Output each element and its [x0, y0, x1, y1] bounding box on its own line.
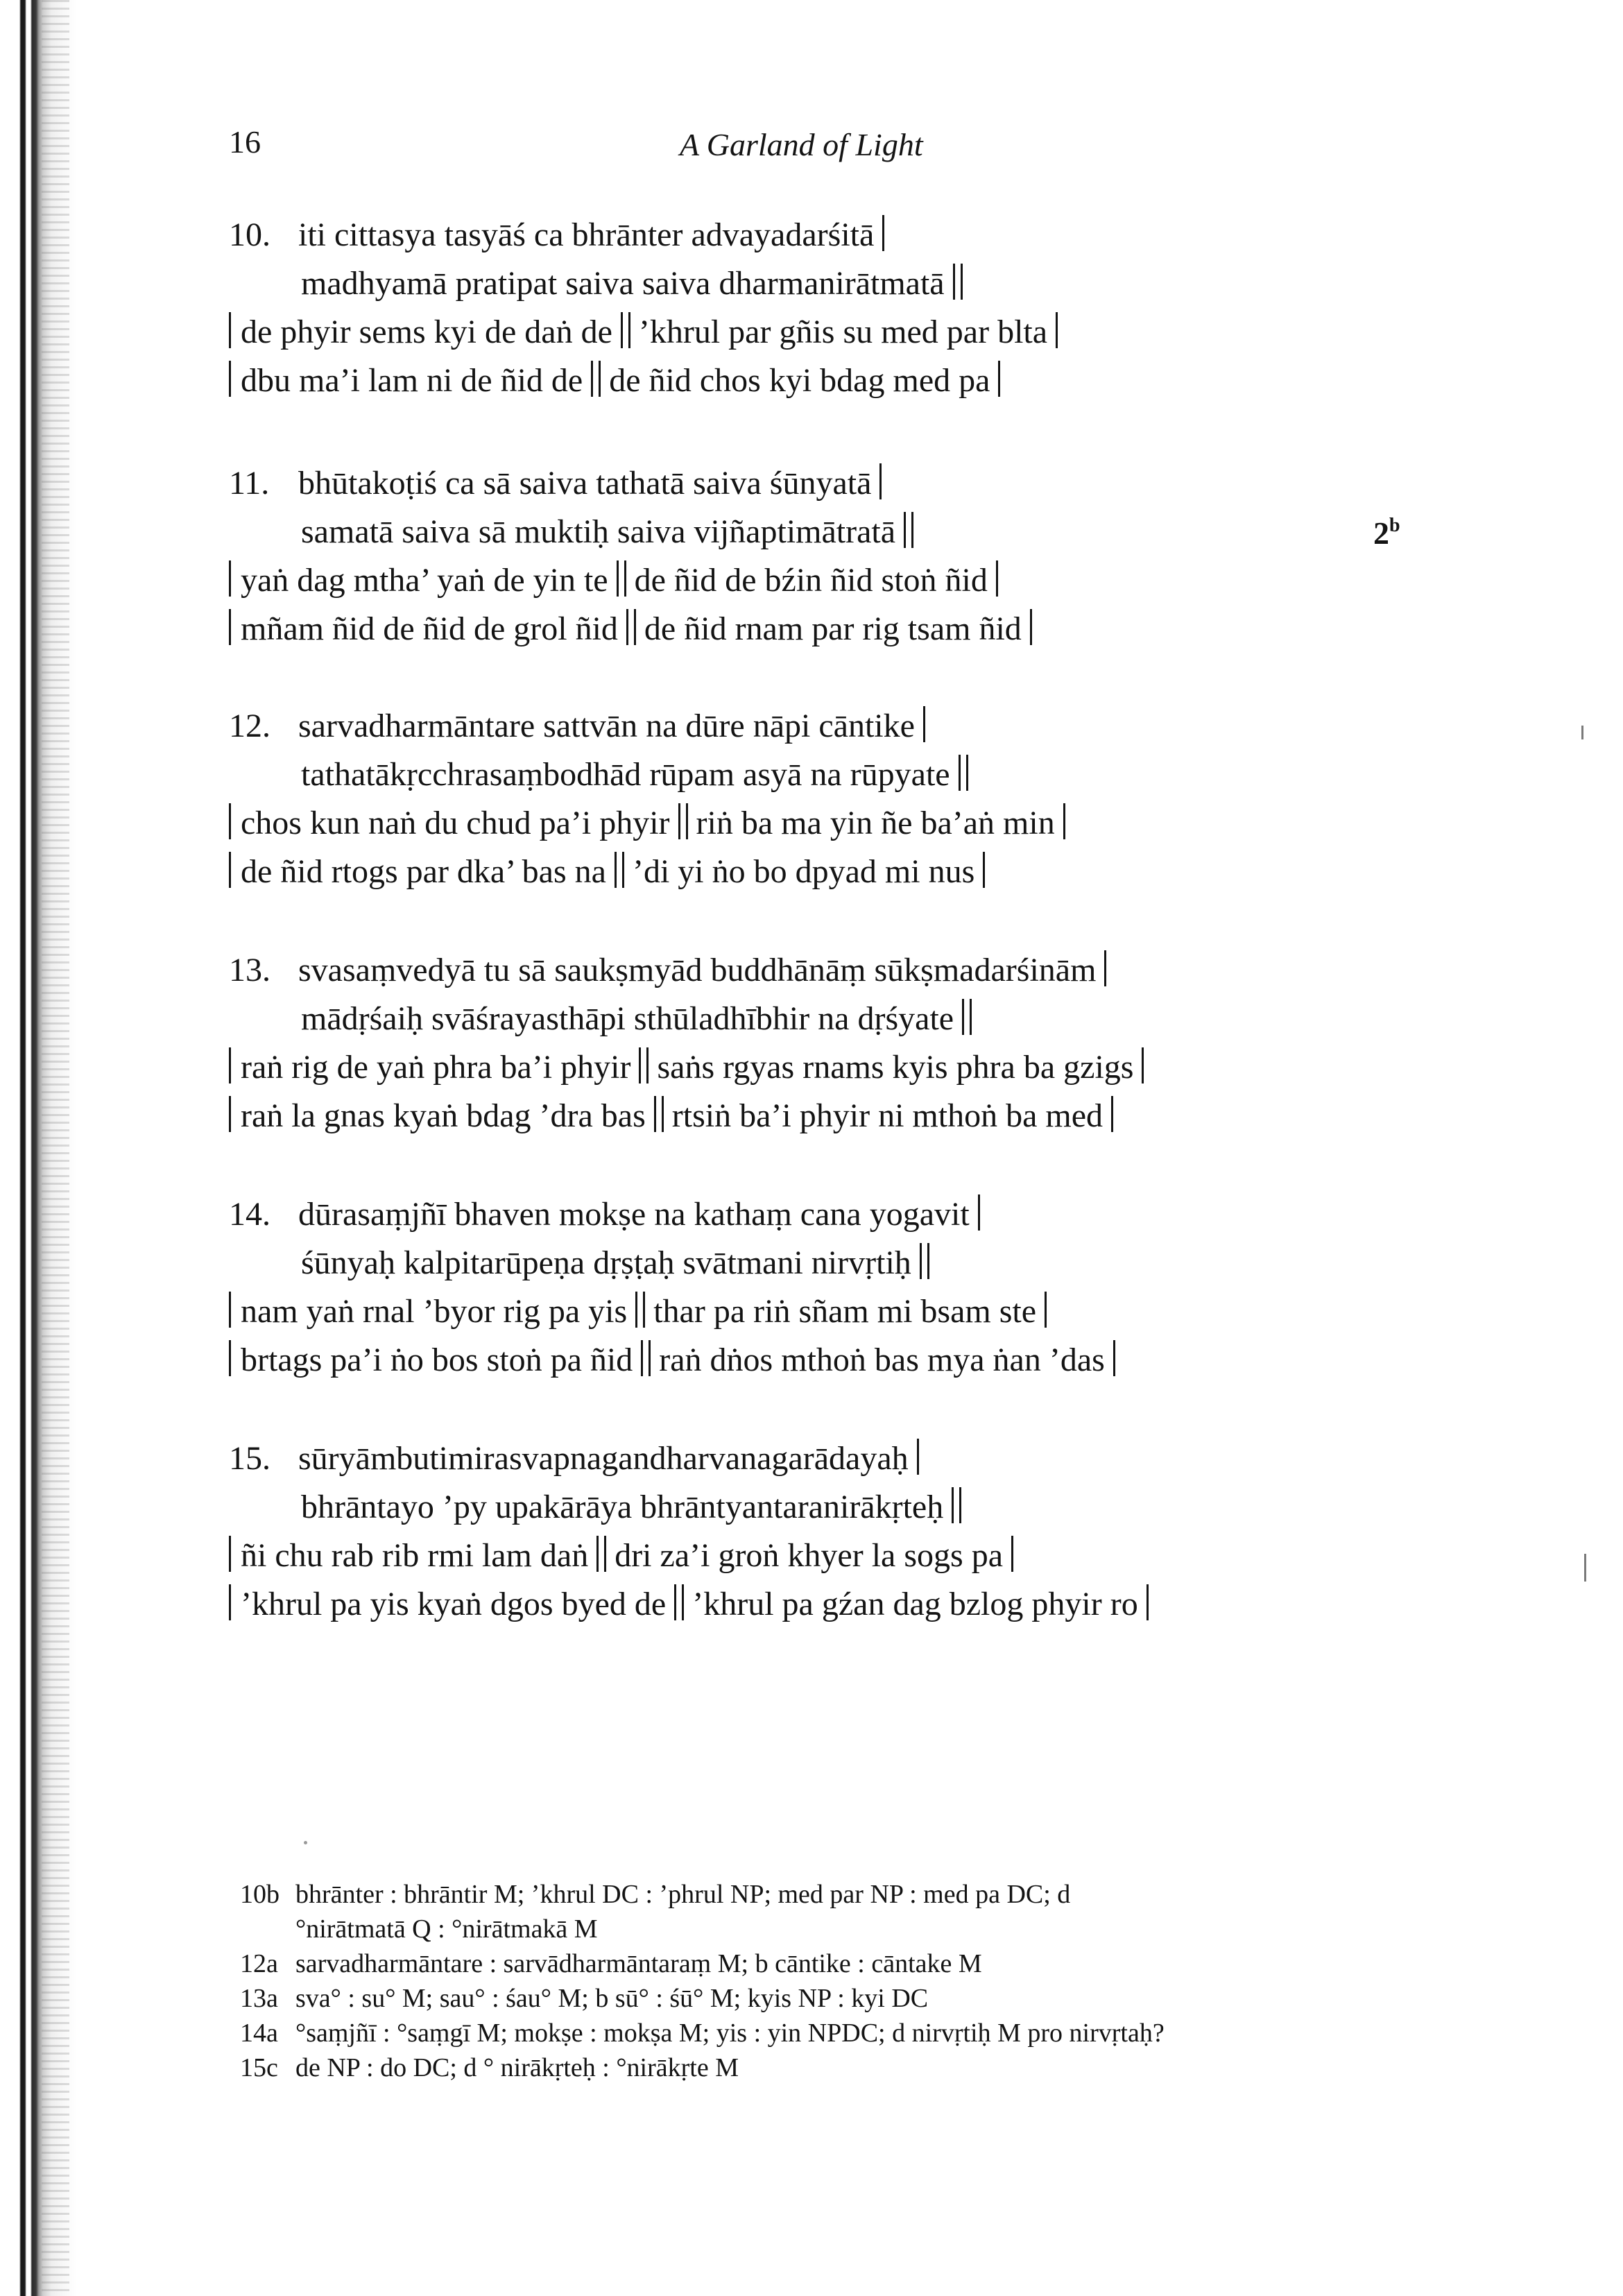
footnote-key: 15c — [240, 2053, 278, 2082]
scan-binding-edge — [0, 0, 97, 2296]
running-title: A Garland of Light — [680, 127, 923, 162]
verse-10 — [229, 211, 1450, 405]
sanskrit-line — [229, 259, 1450, 308]
double-shad — [678, 803, 688, 839]
sanskrit-text: iti cittasya tasyāś ca bhrānter advayadarśitā — [298, 216, 875, 253]
double-danda — [920, 1243, 929, 1279]
tibetan-line — [229, 308, 1450, 357]
scan-speck — [1584, 1554, 1586, 1582]
shad-mark — [996, 560, 998, 597]
footnote-text: °nirātmatā Q : °nirātmakā M — [295, 1914, 598, 1944]
tibetan-line — [229, 1336, 1450, 1385]
footnote-key: 10b — [240, 1880, 280, 1909]
tibetan-line — [229, 1043, 1450, 1092]
verse-number: 10. — [229, 216, 270, 253]
tibetan-text: de ñid chos kyi bdag med pa — [609, 362, 990, 399]
tibetan-text: ’di yi ṅo bo dpyad mi nus — [632, 853, 975, 890]
footnote-text: °saṃjñī : °saṃgī M; mokṣe : mokṣa M; yis : yin NPDC; d nirvṛtiḥ M pro nirvṛtaḥ? — [295, 2019, 1165, 2048]
sanskrit-text: tathatākṛcchrasaṃbodhād rūpam asyā na rūpyate — [301, 756, 950, 793]
sanskrit-line — [229, 508, 1450, 556]
shad-mark — [1045, 1292, 1047, 1328]
verse-15 — [229, 1434, 1450, 1629]
tibetan-line — [229, 605, 1450, 653]
verse-13 — [229, 946, 1450, 1140]
sanskrit-text: sarvadharmāntare sattvān na dūre nāpi cāntike — [298, 708, 915, 744]
tibetan-text: raṅ la gnas kyaṅ bdag ’dra bas — [241, 1097, 646, 1134]
shad-mark — [1142, 1047, 1144, 1083]
sanskrit-text: dūrasaṃjñī bhaven mokṣe na kathaṃ cana yogavit — [298, 1196, 970, 1233]
shad-mark — [229, 1340, 231, 1376]
sanskrit-line — [229, 702, 1450, 751]
tibetan-text: nam yaṅ rnal ’byor rig pa yis — [241, 1293, 628, 1330]
shad-mark — [229, 1584, 231, 1620]
shad-mark — [1056, 312, 1058, 348]
double-danda — [952, 1487, 961, 1523]
scan-speck — [1581, 726, 1583, 739]
verse-14 — [229, 1190, 1450, 1385]
footnote — [240, 2050, 1447, 2085]
double-shad — [617, 560, 626, 597]
footnote-key: 13a — [240, 1984, 278, 2013]
footnote-key: 14a — [240, 2019, 278, 2048]
tibetan-text: thar pa riṅ sñam mi bsam ste — [653, 1293, 1037, 1330]
footnote — [240, 1877, 1447, 1912]
sanskrit-line — [229, 211, 1450, 259]
verse-11 — [229, 459, 1450, 653]
tibetan-text: de ñid de bźin ñid stoṅ ñid — [634, 562, 988, 599]
folio-side: b — [1389, 515, 1400, 536]
shad-mark — [229, 609, 231, 645]
verse-number: 14. — [229, 1196, 270, 1233]
sanskrit-text: sūryāmbutimirasvapnagandharvanagarādayaḥ — [298, 1440, 909, 1477]
shad-mark — [229, 312, 231, 348]
page-number: 16 — [229, 124, 261, 160]
shad-mark — [1147, 1584, 1149, 1620]
shad-mark — [229, 1292, 231, 1328]
shad-mark — [229, 1536, 231, 1572]
footnote-text: sva° : su° M; sau° : śau° M; b sū° : śū° M; kyis NP : kyi DC — [295, 1984, 929, 2013]
sanskrit-text: mādṛśaiḥ svāśrayasthāpi sthūladhībhir na dṛśyate — [301, 1000, 954, 1037]
double-danda — [904, 512, 913, 548]
sanskrit-text: śūnyaḥ kalpitarūpeṇa dṛṣṭaḥ svātmani nirvṛtiḥ — [301, 1244, 911, 1281]
verse-number: 11. — [229, 465, 270, 502]
verse-number: 15. — [229, 1440, 270, 1477]
sanskrit-line — [229, 751, 1450, 799]
double-shad — [596, 1536, 606, 1572]
double-shad — [654, 1096, 664, 1132]
tibetan-text: yaṅ dag mtha’ yaṅ de yin te — [241, 562, 608, 599]
tibetan-text: dbu ma’i lam ni de ñid de — [241, 362, 583, 399]
double-shad — [674, 1584, 684, 1620]
footnote-text: de NP : do DC; d ° nirākṛteḥ : °nirākṛte M — [295, 2053, 739, 2082]
tibetan-line — [229, 1092, 1450, 1140]
footnote — [240, 1981, 1447, 2016]
sanskrit-line — [229, 946, 1450, 995]
tibetan-line — [229, 357, 1450, 405]
shad-mark — [1063, 803, 1065, 839]
double-shad — [626, 609, 636, 645]
footnote-text: sarvadharmāntare : sarvādharmāntaraṃ M; b cāntike : cāntake M — [295, 1949, 982, 1978]
tibetan-text: saṅs rgyas rnams kyis phra ba gzigs — [657, 1049, 1134, 1086]
sanskrit-line — [229, 995, 1450, 1043]
tibetan-text: brtags pa’i ṅo bos stoṅ pa ñid — [241, 1342, 633, 1378]
tibetan-text: mñam ñid de ñid de grol ñid — [241, 610, 618, 647]
sanskrit-text: svasaṃvedyā tu sā saukṣmyād buddhānāṃ sūkṣmadarśinām — [298, 952, 1097, 988]
double-shad — [639, 1047, 649, 1083]
sanskrit-text: samatā saiva sā muktiḥ saiva vijñaptimātratā — [301, 513, 896, 550]
shad-mark — [229, 803, 231, 839]
single-danda — [923, 706, 925, 742]
tibetan-line — [229, 556, 1450, 605]
sanskrit-text: madhyamā pratipat saiva saiva dharmanirātmatā — [301, 265, 945, 302]
tibetan-text: rtsiṅ ba’i phyir ni mthoṅ ba med — [671, 1097, 1104, 1134]
tibetan-text: ’khrul pa yis kyaṅ dgos byed de — [241, 1586, 667, 1622]
tibetan-text: ñi chu rab rib rmi lam daṅ — [241, 1537, 589, 1574]
tibetan-text: dri za’i groṅ khyer la sogs pa — [615, 1537, 1004, 1574]
tibetan-line — [229, 1580, 1450, 1629]
footnote — [240, 2016, 1447, 2050]
shad-mark — [1011, 1536, 1013, 1572]
tibetan-line — [229, 1532, 1450, 1580]
sanskrit-text: bhūtakoṭiś ca sā saiva tathatā saiva śūnyatā — [298, 465, 872, 502]
tibetan-line — [229, 1287, 1450, 1336]
tibetan-text: chos kun naṅ du chud pa’i phyir — [241, 805, 670, 841]
tibetan-text: ’khrul pa gźan dag bzlog phyir ro — [692, 1586, 1138, 1622]
shad-mark — [1111, 1096, 1113, 1132]
tibetan-text: riṅ ba ma yin ñe ba’aṅ min — [696, 805, 1055, 841]
tibetan-text: de phyir sems kyi de daṅ de — [241, 314, 612, 350]
verse-12 — [229, 702, 1450, 896]
single-danda — [1104, 950, 1106, 986]
sanskrit-line — [229, 1239, 1450, 1287]
double-danda — [959, 755, 968, 791]
shad-mark — [1113, 1340, 1115, 1376]
footnote-text: bhrānter : bhrāntir M; ’khrul DC : ’phrul NP; med par NP : med pa DC; d — [295, 1880, 1071, 1909]
sanskrit-text: bhrāntayo ’py upakārāya bhrāntyantaranirākṛteḥ — [301, 1489, 944, 1525]
tibetan-text: de ñid rtogs par dka’ bas na — [241, 853, 606, 890]
shad-mark — [998, 361, 1000, 397]
footnote-key: 12a — [240, 1949, 278, 1978]
single-danda — [879, 463, 882, 499]
sanskrit-line — [229, 1483, 1450, 1532]
tibetan-text: de ñid rnam par rig tsam ñid — [644, 610, 1022, 647]
double-shad — [615, 852, 624, 888]
sanskrit-line — [229, 1190, 1450, 1239]
footnote-continuation — [240, 1912, 1447, 1946]
tibetan-line — [229, 799, 1450, 848]
shad-mark — [983, 852, 985, 888]
double-shad — [591, 361, 601, 397]
shad-mark — [229, 852, 231, 888]
single-danda — [917, 1439, 919, 1475]
double-danda — [962, 999, 972, 1035]
tibetan-text: raṅ dṅos mthoṅ bas mya ṅan ’das — [659, 1342, 1105, 1378]
folio-number: 2 — [1373, 515, 1389, 551]
scan-speck — [304, 1841, 307, 1844]
verse-number: 13. — [229, 952, 270, 988]
shad-mark — [229, 560, 231, 597]
critical-apparatus — [240, 1877, 1447, 2085]
sanskrit-line — [229, 459, 1450, 508]
footnote — [240, 1946, 1447, 1981]
shad-mark — [229, 1047, 231, 1083]
double-danda — [953, 264, 963, 300]
tibetan-text: raṅ rig de yaṅ phra ba’i phyir — [241, 1049, 631, 1086]
shad-mark — [1030, 609, 1032, 645]
tibetan-text: ’khrul par gñis su med par blta — [638, 314, 1048, 350]
double-shad — [641, 1340, 651, 1376]
tibetan-line — [229, 848, 1450, 896]
double-shad — [621, 312, 630, 348]
verse-number: 12. — [229, 708, 270, 744]
sanskrit-line — [229, 1434, 1450, 1483]
shad-mark — [229, 1096, 231, 1132]
single-danda — [978, 1194, 980, 1231]
double-shad — [635, 1292, 645, 1328]
single-danda — [882, 215, 884, 251]
shad-mark — [229, 361, 231, 397]
